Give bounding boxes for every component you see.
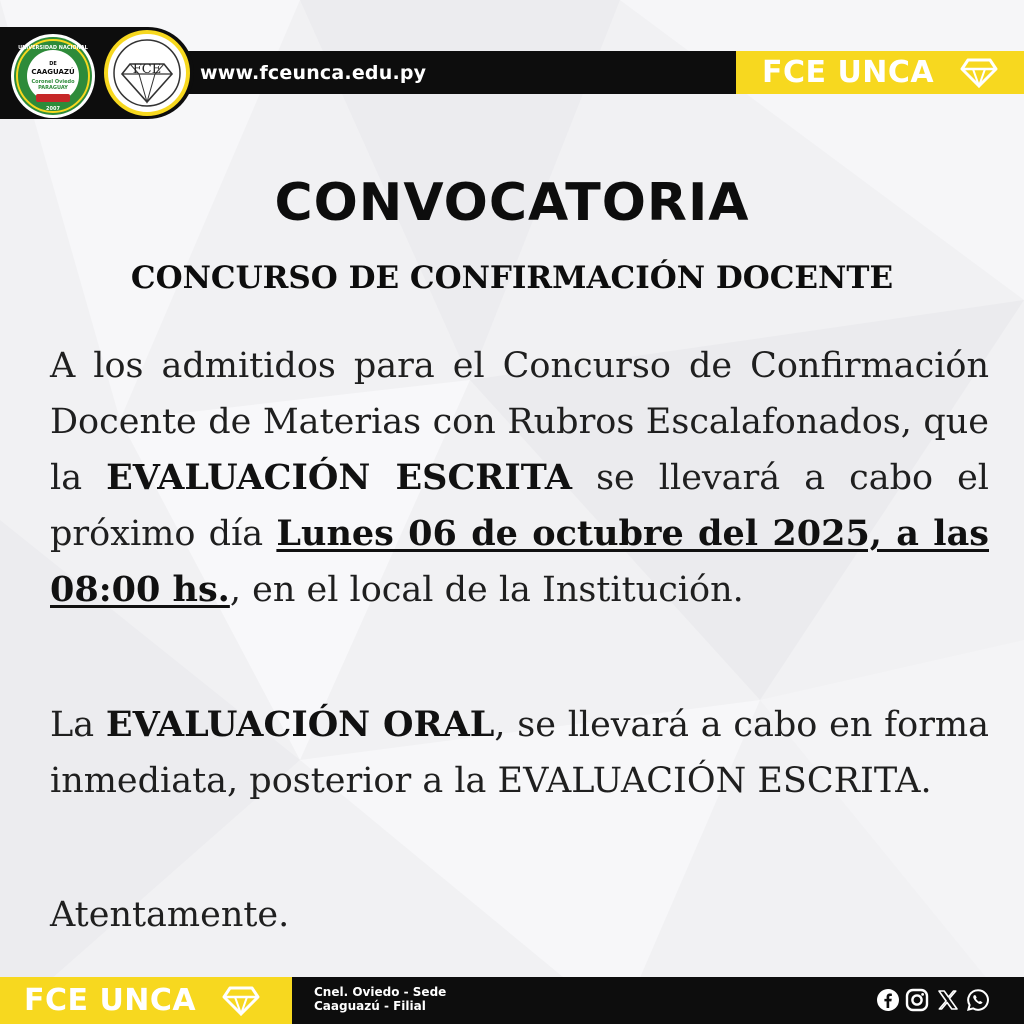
written-exam-label: EVALUACIÓN ESCRITA — [106, 457, 573, 498]
x-icon[interactable] — [936, 988, 960, 1012]
paragraph1-text-a: A los admitidos para el Concurso de Confirmación Docente de Materias con Rubros Escalafonados, que la — [50, 346, 989, 498]
announcement-paragraph — [50, 338, 989, 618]
logo-unca-line4: Coronel Oviedo — [31, 79, 75, 85]
logo-unca-line5: PARAGUAY — [38, 85, 68, 91]
location-line-1: Cnel. Oviedo - Sede — [314, 985, 447, 999]
logo-unca-line6: 2007 — [46, 106, 60, 112]
diamond-icon — [222, 986, 260, 1016]
oral-exam-paragraph — [50, 697, 989, 809]
instagram-icon[interactable] — [905, 988, 929, 1012]
website-url[interactable]: www.fceunca.edu.py — [200, 62, 427, 84]
fce-logo — [104, 30, 190, 116]
whatsapp-icon[interactable] — [966, 988, 990, 1012]
logo-unca-line1: UNIVERSIDAD NACIONAL — [18, 45, 88, 51]
diamond-icon — [960, 58, 998, 88]
paragraph1-text-b: se llevará a cabo el próximo día — [50, 458, 989, 554]
paragraph1-text-c: , en el local de la Institución. — [229, 570, 744, 610]
closing-text: Atentamente. — [50, 895, 290, 935]
page-subtitle: CONCURSO DE CONFIRMACIÓN DOCENTE — [130, 260, 894, 296]
brand-name-top: FCE UNCA — [762, 55, 935, 90]
paragraph2-text-a: La — [50, 705, 106, 745]
exam-date: Lunes 06 de octubre del 2025, a las 08:00 hs. — [50, 513, 989, 610]
location-line-2: Caaguazú - Filial — [314, 999, 426, 1013]
logo-unca-line2: DE — [49, 61, 57, 67]
brand-name-footer: FCE UNCA — [24, 983, 197, 1018]
logo-unca-line3: CAAGUAZÚ — [31, 68, 75, 76]
page-title: CONVOCATORIA — [274, 173, 750, 233]
oral-exam-label: EVALUACIÓN ORAL — [105, 704, 495, 745]
facebook-icon[interactable] — [876, 988, 900, 1012]
fce-logo-text: FCE — [132, 62, 162, 77]
university-logo — [10, 33, 96, 119]
footer-locations — [314, 985, 446, 1013]
paragraph2-text-b: , se llevará a cabo en forma inmediata, posterior a la EVALUACIÓN ESCRITA. — [50, 705, 989, 801]
